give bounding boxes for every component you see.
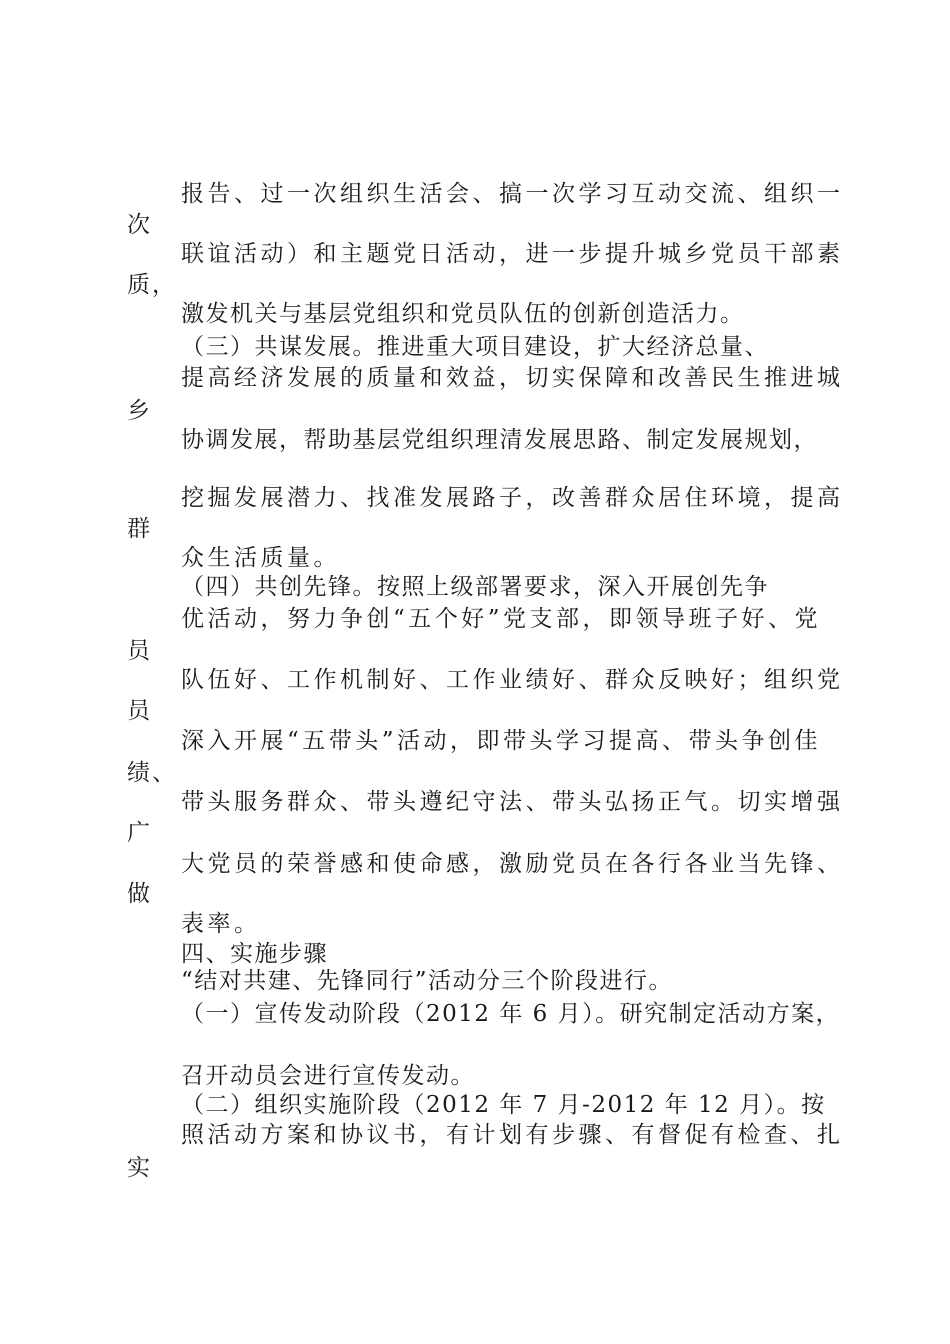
text-line-1: 报告、过一次组织生活会、搞一次学习互动交流、组织一 — [181, 181, 844, 207]
text-line-11: 队伍好、工作机制好、工作业绩好、群众反映好；组织党 — [181, 667, 844, 693]
text-line-10: 优活动，努力争创“五个好”党支部，即领导班子好、党 — [181, 606, 822, 632]
text-line-2: 联谊活动）和主题党日活动，进一步提升城乡党员干部素 — [181, 241, 844, 267]
text-line-18: （一）宣传发动阶段（2012 年 6 月）。研究制定活动方案， — [181, 1001, 841, 1027]
text-line-6: 协调发展，帮助基层党组织理清发展思路、制定发展规划， — [181, 427, 818, 453]
text-line-5-wrap: 乡 — [127, 398, 152, 424]
text-line-20: （二）组织实施阶段（2012 年 7 月-2012 年 12 月）。按 — [181, 1092, 826, 1118]
text-line-12-wrap: 绩、 — [127, 760, 177, 786]
text-line-14: 大党员的荣誉感和使命感，激励党员在各行各业当先锋、 — [181, 851, 844, 877]
text-line-5: 提高经济发展的质量和效益，切实保障和改善民生推进城 — [181, 365, 844, 391]
text-line-3: 激发机关与基层党组织和党员队伍的创新创造活力。 — [181, 301, 745, 327]
text-line-21-wrap: 实 — [127, 1155, 152, 1181]
text-line-9: （四）共创先锋。按照上级部署要求，深入开展创先争 — [181, 574, 769, 600]
text-line-11-wrap: 员 — [127, 698, 152, 724]
section-heading: 四、实施步骤 — [181, 941, 328, 967]
text-line-7-wrap: 群 — [127, 516, 152, 542]
text-line-7: 挖掘发展潜力、找准发展路子，改善群众居住环境，提高 — [181, 485, 844, 511]
text-line-1-wrap: 次 — [127, 212, 152, 238]
text-line-12: 深入开展“五带头”活动，即带头学习提高、带头争创佳 — [181, 728, 822, 754]
text-line-10-wrap: 员 — [127, 638, 152, 664]
text-line-13-wrap: 广 — [127, 820, 152, 846]
text-line-8: 众生活质量。 — [181, 545, 340, 571]
text-line-21: 照活动方案和协议书，有计划有步骤、有督促有检查、扎 — [181, 1122, 844, 1148]
text-line-14-wrap: 做 — [127, 881, 152, 907]
text-line-17: “结对共建、先锋同行”活动分三个阶段进行。 — [181, 968, 674, 994]
text-line-19: 召开动员会进行宣传发动。 — [181, 1063, 475, 1089]
text-line-4: （三）共谋发展。推进重大项目建设，扩大经济总量、 — [181, 334, 769, 360]
text-line-13: 带头服务群众、带头遵纪守法、带头弘扬正气。切实增强 — [181, 789, 844, 815]
text-line-2-wrap: 质， — [127, 272, 177, 298]
text-line-15: 表率。 — [181, 911, 261, 937]
